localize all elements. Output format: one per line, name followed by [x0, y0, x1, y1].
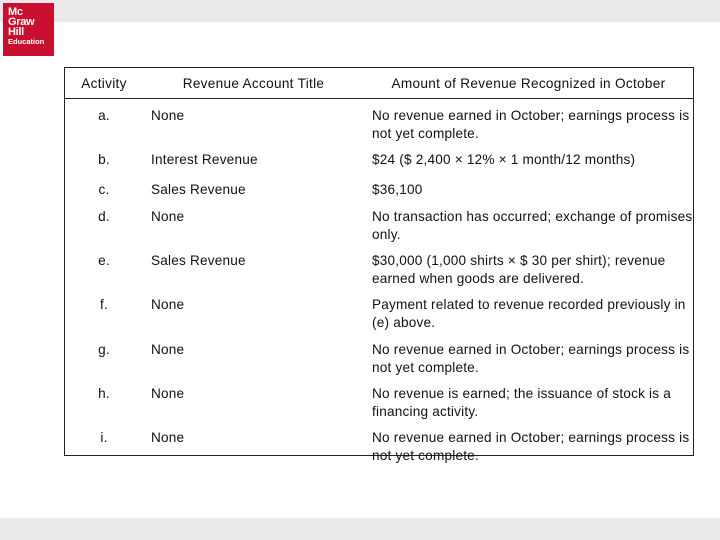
cell-amount: No revenue earned in October; earnings process is not yet complete. — [372, 108, 690, 141]
table-row — [65, 288, 693, 333]
cell-activity: i. — [100, 430, 108, 445]
logo-line-3: Hill — [8, 26, 24, 38]
cell-activity: a. — [98, 108, 110, 123]
table-row — [65, 333, 693, 377]
cell-activity: g. — [98, 342, 110, 357]
cell-amount: $30,000 (1,000 shirts × $ 30 per shirt); revenue earned when goods are delivered. — [372, 253, 666, 286]
cell-amount: No revenue earned in October; earnings process is not yet complete. — [372, 342, 690, 375]
table-row — [65, 377, 693, 421]
table-row — [65, 421, 693, 465]
table-row — [65, 99, 693, 144]
top-band — [0, 0, 720, 22]
cell-amount: No transaction has occurred; exchange of promises only. — [372, 209, 693, 242]
cell-amount: $24 ($ 2,400 × 12% × 1 month/12 months) — [372, 152, 636, 167]
table-row — [65, 200, 693, 244]
cell-account: Sales Revenue — [151, 253, 246, 268]
cell-account: None — [151, 386, 185, 401]
cell-account: Interest Revenue — [151, 152, 258, 167]
mcgraw-hill-logo — [3, 3, 54, 56]
cell-account: None — [151, 108, 185, 123]
cell-amount: No revenue is earned; the issuance of stock is a financing activity. — [372, 386, 672, 419]
cell-amount: Payment related to revenue recorded previously in (e) above. — [372, 297, 686, 330]
header-activity: Activity — [65, 68, 143, 99]
cell-amount: No revenue earned in October; earnings process is not yet complete. — [372, 430, 690, 463]
cell-amount: $36,100 — [372, 182, 423, 197]
revenue-table — [64, 67, 694, 463]
table-row — [65, 143, 693, 173]
header-amount: Amount of Revenue Recognized in October — [364, 68, 693, 99]
cell-activity: c. — [98, 182, 110, 197]
cell-activity: d. — [98, 209, 110, 224]
logo-line-2: Graw — [8, 16, 35, 28]
cell-account: None — [151, 430, 185, 445]
cell-activity: f. — [100, 297, 108, 312]
cell-account: None — [151, 297, 185, 312]
cell-activity: h. — [98, 386, 110, 401]
table-header-row — [65, 68, 693, 99]
table-row — [65, 173, 693, 200]
logo-line-4: Education — [8, 37, 45, 46]
header-account-title: Revenue Account Title — [143, 68, 364, 99]
table-row — [65, 244, 693, 288]
cell-activity: e. — [98, 253, 110, 268]
cell-activity: b. — [98, 152, 110, 167]
cell-account: None — [151, 342, 185, 357]
cell-account: Sales Revenue — [151, 182, 246, 197]
cell-account: None — [151, 209, 185, 224]
logo-line-1: Mc — [8, 6, 23, 18]
bottom-band — [0, 518, 720, 540]
